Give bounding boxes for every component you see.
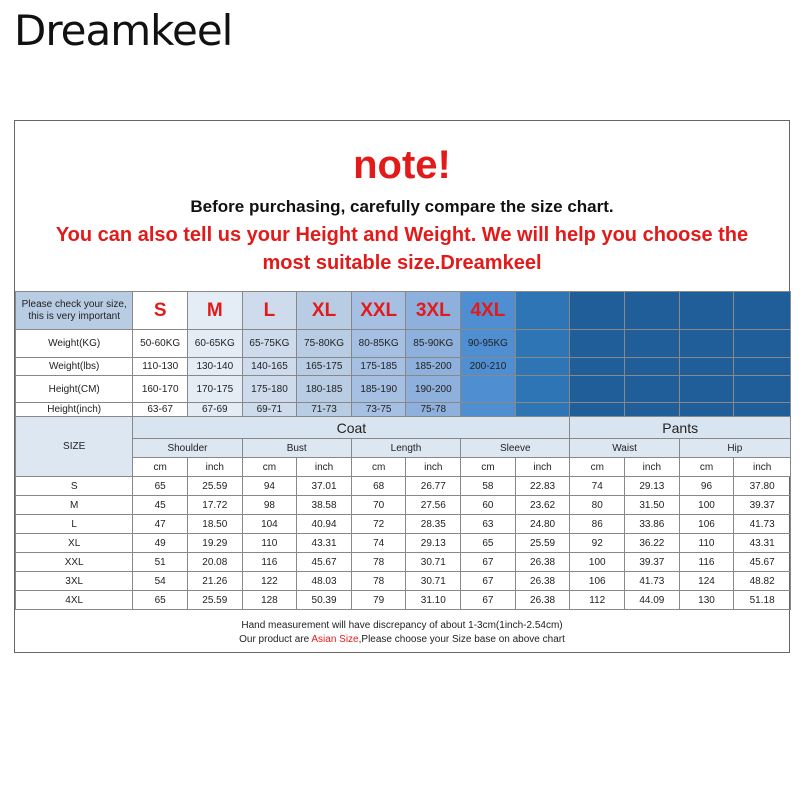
pants-header: Pants <box>570 417 791 439</box>
measurement-cell: 74 <box>570 477 625 496</box>
measurement-cell: 37.01 <box>297 477 352 496</box>
row-label: Height(CM) <box>16 376 133 403</box>
blank-cell <box>515 376 570 403</box>
table-row <box>16 591 791 610</box>
blank-cell <box>679 376 734 403</box>
measurement-cell: 51.18 <box>734 591 791 610</box>
size-value: 130-140 <box>187 358 242 376</box>
unit-inch: inch <box>734 458 791 477</box>
measurement-cell: 60 <box>461 496 516 515</box>
size-cell: 4XL <box>16 591 133 610</box>
unit-cm: cm <box>133 458 188 477</box>
note-help-line-2: most suitable size.Dreamkeel <box>262 252 542 274</box>
unit-inch: inch <box>406 458 461 477</box>
measurement-cell: 67 <box>461 553 516 572</box>
measurement-cell: 24.80 <box>515 515 570 534</box>
length-header: Length <box>351 439 460 458</box>
blank-cell <box>624 330 679 358</box>
measurement-cell: 22.83 <box>515 477 570 496</box>
measurement-cell: 106 <box>679 515 734 534</box>
size-value: 200-210 <box>461 358 516 376</box>
measurement-cell: 65 <box>133 477 188 496</box>
size-value: 67-69 <box>187 403 242 417</box>
size-cell: XXL <box>16 553 133 572</box>
measurement-cell: 50.39 <box>297 591 352 610</box>
blank-cell <box>679 358 734 376</box>
size-value: 85-90KG <box>406 330 461 358</box>
size-header: M <box>187 292 242 330</box>
unit-cm: cm <box>461 458 516 477</box>
measurement-cell: 19.29 <box>187 534 242 553</box>
measurement-cell: 41.73 <box>625 572 680 591</box>
measurement-cell: 48.82 <box>734 572 791 591</box>
size-value: 170-175 <box>187 376 242 403</box>
measurement-cell: 21.26 <box>187 572 242 591</box>
measurement-cell: 116 <box>242 553 297 572</box>
size-value <box>461 376 516 403</box>
measurement-cell: 29.13 <box>625 477 680 496</box>
note-help-text <box>15 221 789 277</box>
blank-cell <box>624 358 679 376</box>
size-value: 75-78 <box>406 403 461 417</box>
size-value: 160-170 <box>133 376 188 403</box>
measurement-cell: 25.59 <box>187 591 242 610</box>
measurement-cell: 39.37 <box>625 553 680 572</box>
measurement-cell: 20.08 <box>187 553 242 572</box>
measurement-cell: 44.09 <box>625 591 680 610</box>
measurement-cell: 45 <box>133 496 188 515</box>
measurement-cell: 31.50 <box>625 496 680 515</box>
size-value: 180-185 <box>297 376 352 403</box>
measurement-cell: 110 <box>679 534 734 553</box>
measurement-cell: 70 <box>351 496 406 515</box>
blank-cell <box>570 358 625 376</box>
blank-cell <box>570 292 625 330</box>
measurement-cell: 28.35 <box>406 515 461 534</box>
size-value: 75-80KG <box>297 330 352 358</box>
measurement-cell: 124 <box>679 572 734 591</box>
measurement-cell: 100 <box>570 553 625 572</box>
blank-cell <box>624 292 679 330</box>
unit-inch: inch <box>625 458 680 477</box>
measurement-cell: 86 <box>570 515 625 534</box>
table-row <box>16 496 791 515</box>
unit-cm: cm <box>679 458 734 477</box>
notice-text-b: ,Please choose your Size base on above chart <box>358 634 565 645</box>
table-row <box>16 477 791 496</box>
size-recommendation-table <box>15 291 791 417</box>
measurement-cell: 78 <box>351 553 406 572</box>
size-cell: 3XL <box>16 572 133 591</box>
measurement-cell: 79 <box>351 591 406 610</box>
measurement-cell: 43.31 <box>734 534 791 553</box>
measurement-cell: 65 <box>461 534 516 553</box>
measurement-cell: 74 <box>351 534 406 553</box>
blank-cell <box>570 330 625 358</box>
measurement-cell: 49 <box>133 534 188 553</box>
size-check-label <box>16 292 133 330</box>
size-header: 4XL <box>461 292 516 330</box>
size-cell: S <box>16 477 133 496</box>
size-row <box>16 376 791 403</box>
measurement-cell: 54 <box>133 572 188 591</box>
measurement-cell: 36.22 <box>625 534 680 553</box>
measurement-table <box>15 416 791 610</box>
table-row <box>16 553 791 572</box>
measurement-cell: 33.86 <box>625 515 680 534</box>
blank-cell <box>624 376 679 403</box>
measurement-cell: 26.77 <box>406 477 461 496</box>
size-value: 110-130 <box>133 358 188 376</box>
measurement-cell: 98 <box>242 496 297 515</box>
measurement-cell: 67 <box>461 572 516 591</box>
blank-cell <box>734 358 791 376</box>
blank-cell <box>679 292 734 330</box>
blank-cell <box>734 292 791 330</box>
measurement-cell: 40.94 <box>297 515 352 534</box>
measurement-cell: 63 <box>461 515 516 534</box>
size-value: 65-75KG <box>242 330 297 358</box>
measurement-cell: 18.50 <box>187 515 242 534</box>
measurement-cell: 27.56 <box>406 496 461 515</box>
measurement-cell: 68 <box>351 477 406 496</box>
measurement-cell: 45.67 <box>734 553 791 572</box>
measurement-cell: 47 <box>133 515 188 534</box>
measurement-cell: 72 <box>351 515 406 534</box>
row-label: Height(inch) <box>16 403 133 417</box>
shoulder-header: Shoulder <box>133 439 242 458</box>
measurement-cell: 17.72 <box>187 496 242 515</box>
measurement-cell: 67 <box>461 591 516 610</box>
unit-inch: inch <box>297 458 352 477</box>
size-header-row <box>16 292 791 330</box>
blank-cell <box>515 330 570 358</box>
unit-cm: cm <box>242 458 297 477</box>
measurement-cell: 29.13 <box>406 534 461 553</box>
asian-size-notice <box>15 634 789 645</box>
measurement-cell: 122 <box>242 572 297 591</box>
size-cell: L <box>16 515 133 534</box>
size-value: 63-67 <box>133 403 188 417</box>
measurement-cell: 110 <box>242 534 297 553</box>
measurement-cell: 94 <box>242 477 297 496</box>
measurement-cell: 78 <box>351 572 406 591</box>
size-header: 3XL <box>406 292 461 330</box>
bust-header: Bust <box>242 439 351 458</box>
measurement-cell: 31.10 <box>406 591 461 610</box>
coat-header: Coat <box>133 417 570 439</box>
measurement-cell: 58 <box>461 477 516 496</box>
blank-cell <box>679 403 734 417</box>
waist-header: Waist <box>570 439 679 458</box>
measurement-cell: 26.38 <box>515 572 570 591</box>
size-value: 140-165 <box>242 358 297 376</box>
size-value: 175-180 <box>242 376 297 403</box>
size-value: 185-190 <box>351 376 406 403</box>
measurement-cell: 30.71 <box>406 553 461 572</box>
measurement-cell: 106 <box>570 572 625 591</box>
measurement-cell: 96 <box>679 477 734 496</box>
measurement-cell: 51 <box>133 553 188 572</box>
measurement-cell: 25.59 <box>515 534 570 553</box>
blank-cell <box>624 403 679 417</box>
blank-cell <box>570 376 625 403</box>
blank-cell <box>515 403 570 417</box>
row-label: Weight(lbs) <box>16 358 133 376</box>
blank-cell <box>734 376 791 403</box>
measurement-cell: 48.03 <box>297 572 352 591</box>
size-value <box>461 403 516 417</box>
measurement-cell: 116 <box>679 553 734 572</box>
measurement-cell: 26.38 <box>515 553 570 572</box>
size-value: 80-85KG <box>351 330 406 358</box>
measurement-cell: 37.80 <box>734 477 791 496</box>
hip-header: Hip <box>679 439 790 458</box>
size-header: XL <box>297 292 352 330</box>
measurement-cell: 80 <box>570 496 625 515</box>
blank-cell <box>515 358 570 376</box>
size-chart <box>14 120 790 653</box>
size-header: XXL <box>351 292 406 330</box>
measurement-cell: 30.71 <box>406 572 461 591</box>
measurement-cell: 104 <box>242 515 297 534</box>
blank-cell <box>570 403 625 417</box>
notice-text-a: Our product are <box>239 634 312 645</box>
size-check-label-line-1: Please check your size, <box>21 298 127 310</box>
blank-cell <box>734 403 791 417</box>
size-value: 50-60KG <box>133 330 188 358</box>
size-cell: M <box>16 496 133 515</box>
blank-cell <box>734 330 791 358</box>
blank-cell <box>515 292 570 330</box>
note-title: note! <box>353 143 451 187</box>
unit-cm: cm <box>570 458 625 477</box>
size-check-label-line-2: this is very important <box>28 310 121 322</box>
size-row <box>16 403 791 417</box>
measurement-cell: 112 <box>570 591 625 610</box>
unit-inch: inch <box>187 458 242 477</box>
size-value: 71-73 <box>297 403 352 417</box>
size-value: 60-65KG <box>187 330 242 358</box>
measurement-cell: 130 <box>679 591 734 610</box>
measurement-cell: 65 <box>133 591 188 610</box>
measurement-cell: 45.67 <box>297 553 352 572</box>
measurement-cell: 26.38 <box>515 591 570 610</box>
size-header: L <box>242 292 297 330</box>
size-cell: XL <box>16 534 133 553</box>
measurement-cell: 92 <box>570 534 625 553</box>
measurement-cell: 38.58 <box>297 496 352 515</box>
size-value: 185-200 <box>406 358 461 376</box>
measurement-cell: 23.62 <box>515 496 570 515</box>
blank-cell <box>679 330 734 358</box>
sleeve-header: Sleeve <box>461 439 570 458</box>
table-row <box>16 534 791 553</box>
size-header: S <box>133 292 188 330</box>
category-header-row <box>16 417 791 439</box>
row-label: Weight(KG) <box>16 330 133 358</box>
size-row <box>16 358 791 376</box>
unit-inch: inch <box>515 458 570 477</box>
unit-cm: cm <box>351 458 406 477</box>
asian-size-highlight: Asian Size <box>311 634 359 645</box>
measurement-cell: 43.31 <box>297 534 352 553</box>
measurement-body <box>16 477 791 610</box>
measurement-cell: 128 <box>242 591 297 610</box>
measurement-disclaimer: Hand measurement will have discrepancy of about 1-3cm(1inch-2.54cm) <box>241 620 563 631</box>
measurement-cell: 41.73 <box>734 515 791 534</box>
measurement-cell: 39.37 <box>734 496 791 515</box>
size-value: 190-200 <box>406 376 461 403</box>
measurement-cell: 100 <box>679 496 734 515</box>
size-column-header: SIZE <box>16 417 133 477</box>
measurement-cell: 25.59 <box>187 477 242 496</box>
note-instruction: Before purchasing, carefully compare the size chart. <box>190 197 614 216</box>
size-value: 69-71 <box>242 403 297 417</box>
brand-logo: Dreamkeel <box>14 6 233 55</box>
size-value: 175-185 <box>351 358 406 376</box>
size-value: 165-175 <box>297 358 352 376</box>
note-help-line-1: You can also tell us your Height and Weight. We will help you choose the <box>55 224 749 246</box>
table-row <box>16 572 791 591</box>
size-value: 90-95KG <box>461 330 516 358</box>
size-value: 73-75 <box>351 403 406 417</box>
table-row <box>16 515 791 534</box>
size-row <box>16 330 791 358</box>
